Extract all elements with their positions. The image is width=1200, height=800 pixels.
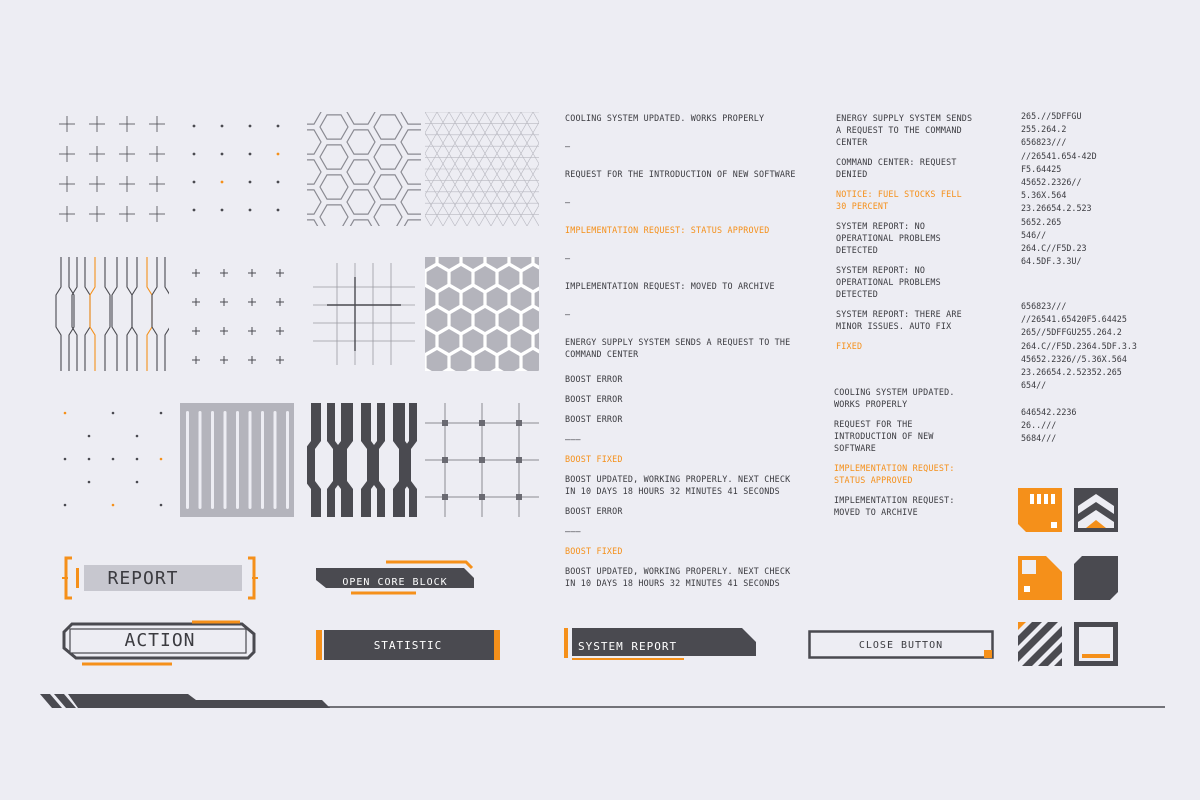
log-entry: COOLING SYSTEM UPDATED. WORKS PROPERLY (834, 387, 955, 409)
log-entry: COMMAND CENTER: REQUEST DENIED (836, 157, 957, 179)
triangle-mesh-pattern (425, 112, 539, 226)
log-entry: ——— (565, 526, 581, 536)
log-entry: — (565, 141, 571, 151)
log-entry: SYSTEM REPORT: NO OPERATIONAL PROBLEMS DETECTED (836, 221, 941, 255)
log-entry: IMPLEMENTATION REQUEST: MOVED TO ARCHIVE (834, 495, 955, 517)
log-entry: IMPLEMENTATION REQUEST: STATUS APPROVED (565, 225, 770, 235)
log-entry: BOOST ERROR (565, 414, 623, 424)
log-entry: REQUEST FOR THE INTRODUCTION OF NEW SOFTWARE (565, 169, 796, 179)
close-button[interactable] (808, 630, 994, 660)
log-entry: — (565, 197, 571, 207)
plus-grid-pattern (180, 257, 294, 371)
log-column-secondary-b (834, 386, 974, 526)
log-column-primary (565, 112, 805, 376)
system-report-button[interactable] (564, 628, 756, 660)
report-button-label: REPORT (107, 567, 179, 589)
log-entry: BOOST FIXED (565, 454, 623, 464)
chevron-up-icon[interactable] (1074, 488, 1118, 532)
log-entry: BOOST ERROR (565, 374, 623, 384)
log-column-boost (565, 373, 805, 597)
octagon-icon[interactable] (1074, 556, 1118, 600)
log-entry: BOOST ERROR (565, 394, 623, 404)
scattered-dots-pattern (55, 403, 169, 517)
log-entry: — (565, 309, 571, 319)
crosshair-star-pattern (55, 112, 169, 226)
log-entry: IMPLEMENTATION REQUEST: STATUS APPROVED (834, 463, 955, 485)
window-icon[interactable] (1074, 622, 1118, 666)
bottom-divider (40, 690, 1165, 712)
statistic-button[interactable] (316, 630, 500, 660)
log-column-secondary (836, 112, 976, 360)
open-core-block-label: OPEN CORE BLOCK (342, 576, 448, 588)
open-core-block-button[interactable] (316, 560, 474, 596)
node-grid-pattern (425, 403, 539, 517)
log-entry: BOOST UPDATED, WORKING PROPERLY. NEXT CHECK IN 10 DAYS 18 HOURS 32 MINUTES 41 SECONDS (565, 474, 791, 496)
hazard-stripes-icon[interactable] (1018, 622, 1062, 666)
log-entry: BOOST FIXED (565, 546, 623, 556)
log-entry: ——— (565, 434, 581, 444)
log-entry: NOTICE: FUEL STOCKS FELL 30 PERCENT (836, 189, 962, 211)
log-entry: REQUEST FOR THE INTRODUCTION OF NEW SOFTWARE (834, 419, 934, 453)
log-entry: FIXED (836, 341, 863, 351)
report-button[interactable] (62, 556, 258, 600)
log-entry: BOOST UPDATED, WORKING PROPERLY. NEXT CHECK IN 10 DAYS 18 HOURS 32 MINUTES 41 SECONDS (565, 566, 791, 588)
vertical-stripes-pattern (180, 403, 294, 517)
hexagon-outline-pattern (307, 112, 421, 226)
blur-grid-pattern (307, 257, 421, 371)
code-block-b: 656823/// //26541.65420F5.64425 265//5DFFGU255.264.2 264.C//F5D.2364.5DF.3.3 45652.2326//5.36X.564 23.26654.2.52352.265 654// (1021, 301, 1137, 391)
log-entry: — (565, 253, 571, 263)
system-report-label: SYSTEM REPORT (578, 639, 678, 653)
log-entry: ENERGY SUPPLY SYSTEM SENDS A REQUEST TO THE COMMAND CENTER (836, 113, 973, 147)
circuit-lines-pattern (55, 257, 169, 371)
code-block-c: 646542.2236 26../// 5684/// (1021, 407, 1077, 444)
close-button-label: CLOSE BUTTON (858, 639, 944, 651)
dot-grid-pattern (180, 112, 294, 226)
hexagon-filled-pattern (425, 257, 539, 371)
action-button-label: ACTION (124, 629, 196, 651)
log-entry: ENERGY SUPPLY SYSTEM SENDS A REQUEST TO THE COMMAND CENTER (565, 337, 791, 359)
sd-card-icon[interactable] (1018, 488, 1062, 532)
log-entry: IMPLEMENTATION REQUEST: MOVED TO ARCHIVE (565, 281, 775, 291)
code-block-a: 265.//5DFFGU 255.264.2 656823/// //26541.654-42D F5.64425 45652.2326// 5.36X.564 23.26654.2.523 5652.265 546// 264.C//F5D.23 64.5DF.3.3U/ (1021, 111, 1097, 267)
log-entry: BOOST ERROR (565, 506, 623, 516)
log-entry: COOLING SYSTEM UPDATED. WORKS PROPERLY (565, 113, 765, 123)
action-button[interactable] (62, 620, 258, 666)
statistic-label: STATISTIC (373, 638, 443, 652)
tech-bars-pattern (307, 403, 421, 517)
log-entry: SYSTEM REPORT: NO OPERATIONAL PROBLEMS DETECTED (836, 265, 941, 299)
floppy-icon[interactable] (1018, 556, 1062, 600)
log-entry: SYSTEM REPORT: THERE ARE MINOR ISSUES. AUTO FIX (836, 309, 962, 331)
